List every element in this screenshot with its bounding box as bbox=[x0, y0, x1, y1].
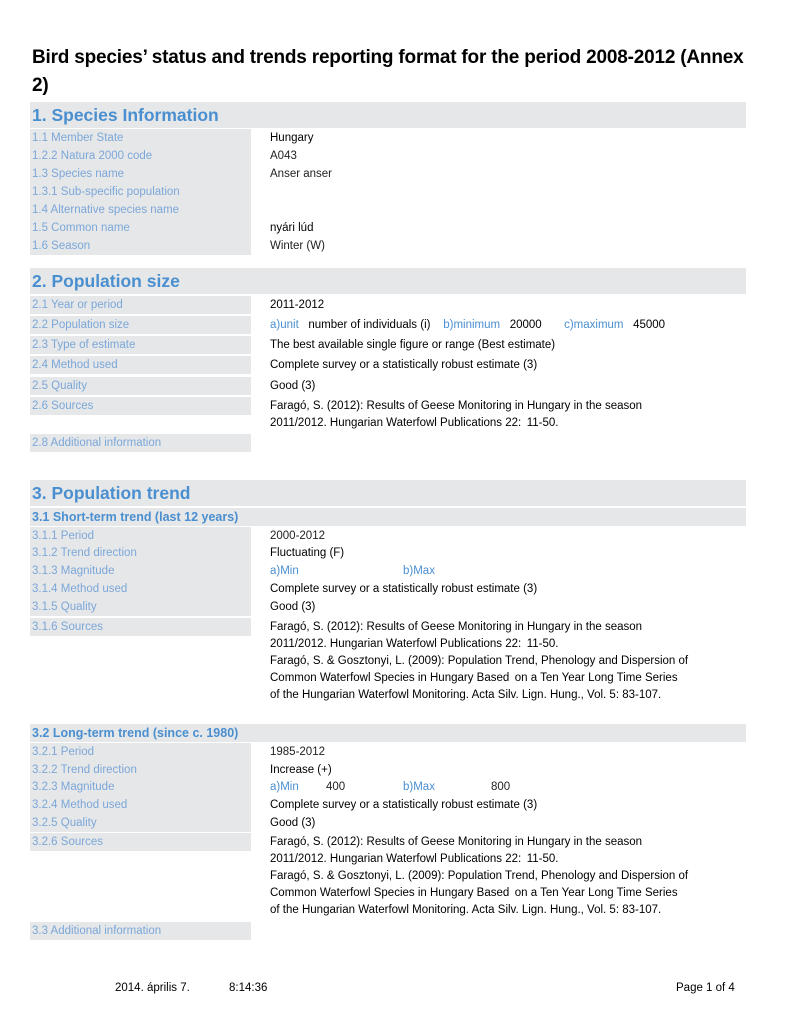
value-short-magnitude bbox=[270, 563, 493, 580]
value-long-sources-line-4: Common Waterfowl Species in Hungary Based on a Ten Year Long Time Series bbox=[270, 887, 678, 899]
page-title: Bird species’ status and trends reporting format for the period 2008-2012 (Annex 2) bbox=[32, 47, 744, 96]
value-method-used: Complete survey or a statistically robust estimate (3) bbox=[270, 359, 538, 371]
label-short-method-used: 3.1.4 Method used bbox=[30, 580, 251, 598]
label-short-quality: 3.1.5 Quality bbox=[30, 598, 251, 616]
value-long-period: 1985-2012 bbox=[270, 746, 325, 758]
long-min-key: a)Min bbox=[270, 781, 299, 793]
value-population-size bbox=[270, 317, 665, 334]
label-method-used: 2.4 Method used bbox=[30, 356, 251, 374]
value-short-sources-line-4: Common Waterfowl Species in Hungary Based on a Ten Year Long Time Series bbox=[270, 672, 678, 684]
footer-page-number: Page 1 of 4 bbox=[676, 982, 735, 994]
value-sources-line-1: Faragó, S. (2012): Results of Geese Monitoring in Hungary in the season bbox=[270, 400, 643, 412]
label-additional-information: 2.8 Additional information bbox=[30, 434, 251, 452]
label-common-name: 1.5 Common name bbox=[30, 219, 251, 237]
label-year-period: 2.1 Year or period bbox=[30, 296, 251, 314]
label-long-quality: 3.2.5 Quality bbox=[30, 814, 251, 832]
value-short-sources-line-5: of the Hungarian Waterfowl Monitoring. Acta Silv. Lign. Hung., Vol. 5: 83-107. bbox=[270, 689, 662, 701]
section-population-size: 2. Population size bbox=[30, 268, 746, 294]
short-min-key: a)Min bbox=[270, 565, 299, 577]
value-season: Winter (W) bbox=[270, 240, 325, 252]
long-max-value: 800 bbox=[491, 781, 511, 793]
minimum-key: b)minimum bbox=[443, 319, 501, 331]
value-long-magnitude bbox=[270, 779, 510, 796]
value-long-method-used: Complete survey or a statistically robust estimate (3) bbox=[270, 799, 538, 811]
minimum-value: 20000 bbox=[509, 319, 542, 331]
label-quality: 2.5 Quality bbox=[30, 377, 251, 395]
label-alternative-species-name: 1.4 Alternative species name bbox=[30, 201, 251, 219]
label-population-size: 2.2 Population size bbox=[30, 316, 251, 334]
maximum-value: 45000 bbox=[633, 319, 666, 331]
value-long-trend-direction: Increase (+) bbox=[270, 764, 332, 776]
label-member-state: 1.1 Member State bbox=[30, 129, 251, 147]
value-quality: Good (3) bbox=[270, 380, 316, 392]
section-population-trend: 3. Population trend bbox=[30, 480, 746, 506]
label-natura-code: 1.2.2 Natura 2000 code bbox=[30, 147, 251, 165]
long-min-value: 400 bbox=[326, 781, 346, 793]
value-short-trend-direction: Fluctuating (F) bbox=[270, 547, 345, 559]
short-max-key: b)Max bbox=[403, 565, 435, 577]
value-type-of-estimate: The best available single figure or range (Best estimate) bbox=[270, 339, 556, 351]
long-max-key: b)Max bbox=[403, 781, 435, 793]
section-species-information: 1. Species Information bbox=[30, 102, 746, 128]
unit-key: a)unit bbox=[270, 319, 299, 331]
label-long-magnitude: 3.2.3 Magnitude bbox=[30, 778, 251, 796]
value-short-quality: Good (3) bbox=[270, 601, 316, 613]
value-year-period: 2011-2012 bbox=[270, 299, 325, 311]
value-species-name: Anser anser bbox=[270, 168, 333, 180]
label-long-period: 3.2.1 Period bbox=[30, 743, 251, 761]
label-long-method-used: 3.2.4 Method used bbox=[30, 796, 251, 814]
value-common-name: nyári lúd bbox=[270, 222, 314, 234]
footer-time: 8:14:36 bbox=[229, 982, 268, 994]
value-short-sources-line-3: Faragó, S. & Gosztonyi, L. (2009): Population Trend, Phenology and Dispersion of bbox=[270, 655, 689, 667]
value-long-sources-line-3: Faragó, S. & Gosztonyi, L. (2009): Population Trend, Phenology and Dispersion of bbox=[270, 870, 689, 882]
label-trend-additional-information: 3.3 Additional information bbox=[30, 922, 251, 940]
unit-value: number of individuals (i) bbox=[308, 319, 431, 331]
value-short-period: 2000-2012 bbox=[270, 530, 325, 542]
subsection-short-term-trend: 3.1 Short-term trend (last 12 years) bbox=[30, 508, 746, 526]
value-long-sources-line-5: of the Hungarian Waterfowl Monitoring. Acta Silv. Lign. Hung., Vol. 5: 83-107. bbox=[270, 904, 662, 916]
value-natura-code: A043 bbox=[270, 150, 297, 162]
label-short-magnitude: 3.1.3 Magnitude bbox=[30, 562, 251, 580]
value-long-sources-line-2: 2011/2012. Hungarian Waterfowl Publications 22: 11-50. bbox=[270, 853, 559, 865]
value-short-sources-line-1: Faragó, S. (2012): Results of Geese Monitoring in Hungary in the season bbox=[270, 621, 643, 633]
label-sub-specific-population: 1.3.1 Sub-specific population bbox=[30, 183, 251, 201]
label-sources: 2.6 Sources bbox=[30, 397, 251, 415]
label-long-trend-direction: 3.2.2 Trend direction bbox=[30, 761, 251, 779]
label-species-name: 1.3 Species name bbox=[30, 165, 251, 183]
label-short-sources: 3.1.6 Sources bbox=[30, 618, 251, 636]
footer-date: 2014. április 7. bbox=[115, 982, 190, 994]
value-member-state: Hungary bbox=[270, 132, 314, 144]
label-long-sources: 3.2.6 Sources bbox=[30, 833, 251, 851]
maximum-key: c)maximum bbox=[564, 319, 624, 331]
label-short-period: 3.1.1 Period bbox=[30, 527, 251, 545]
value-long-sources-line-1: Faragó, S. (2012): Results of Geese Monitoring in Hungary in the season bbox=[270, 836, 643, 848]
subsection-long-term-trend: 3.2 Long-term trend (since c. 1980) bbox=[30, 724, 746, 742]
value-sources-line-2: 2011/2012. Hungarian Waterfowl Publications 22: 11-50. bbox=[270, 417, 559, 429]
label-short-trend-direction: 3.1.2 Trend direction bbox=[30, 544, 251, 562]
label-type-of-estimate: 2.3 Type of estimate bbox=[30, 336, 251, 354]
value-short-sources-line-2: 2011/2012. Hungarian Waterfowl Publications 22: 11-50. bbox=[270, 638, 559, 650]
label-season: 1.6 Season bbox=[30, 237, 251, 255]
value-short-method-used: Complete survey or a statistically robust estimate (3) bbox=[270, 583, 538, 595]
value-long-quality: Good (3) bbox=[270, 817, 316, 829]
